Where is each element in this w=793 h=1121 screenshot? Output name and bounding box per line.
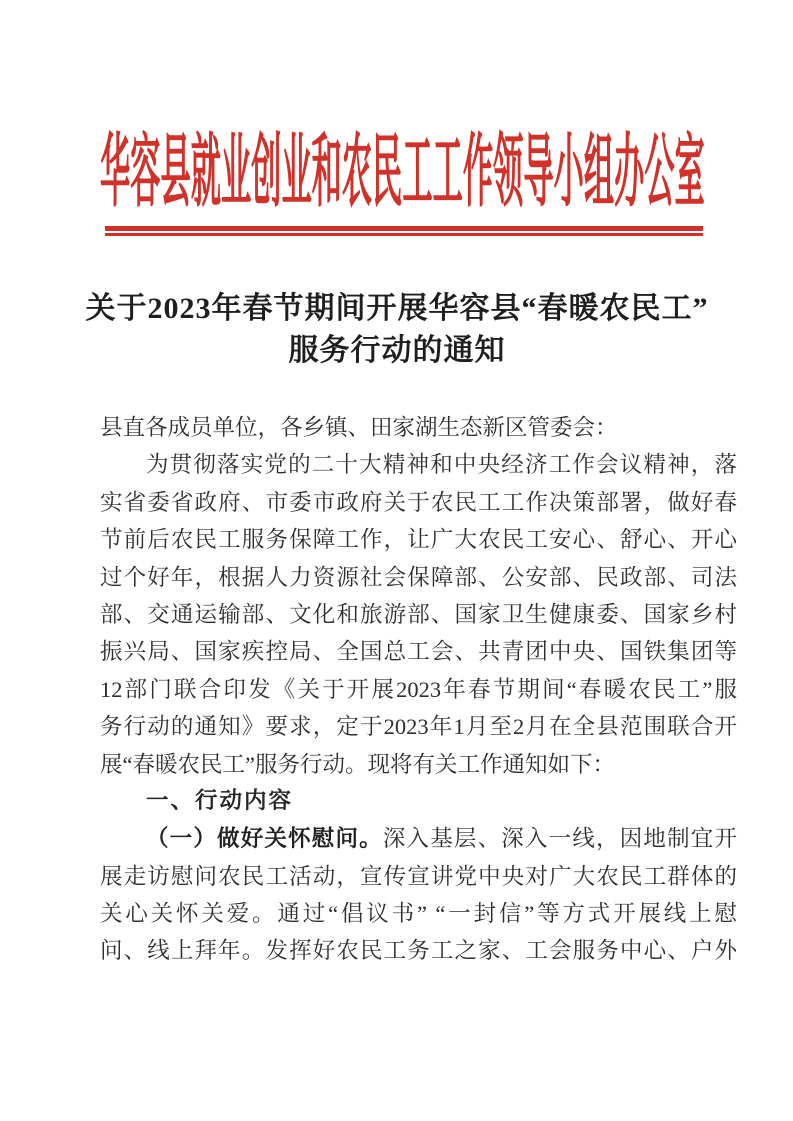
body-line: 展走访慰问农民工活动，宣传宣讲党中央对广大农民工群体的 xyxy=(100,863,737,889)
body-line xyxy=(100,820,737,857)
body-line: 为贯彻落实党的二十大精神和中央经济工作会议精神，落 xyxy=(146,452,737,478)
letterhead xyxy=(100,130,710,220)
body-line: 过个好年，根据人力资源社会保障部、公安部、民政部、司法 xyxy=(100,564,737,590)
document-title-line2: 服务行动的通知 xyxy=(288,334,506,367)
body-line-text: 深入基层、深入一线，因地制宜开 xyxy=(382,826,737,852)
body-line: 部、交通运输部、文化和旅游部、国家卫生健康委、国家乡村 xyxy=(100,601,737,627)
document-title xyxy=(52,288,742,372)
document-body xyxy=(100,409,737,970)
salutation-line: 县直各成员单位，各乡镇、田家湖生态新区管委会： xyxy=(100,415,618,440)
body-line: 关心关怀关爱。通过“倡议书” “一封信”等方式开展线上慰 xyxy=(100,901,737,927)
body-line: 12部门联合印发《关于开展2023年春节期间“春暖农民工”服 xyxy=(100,676,737,702)
letterhead-divider-rule xyxy=(105,226,703,236)
letterhead-agency-name: 华容县就业创业和农民工工作领导小组办公室 xyxy=(100,129,705,217)
body-line: 展“春暖农民工”服务行动。现将有关工作通知如下： xyxy=(100,751,615,777)
body-line: 务行动的通知》要求，定于2023年1月至2月在全县范围联合开 xyxy=(100,714,737,740)
subsection-lead-care-visits: （一）做好关怀慰问。 xyxy=(146,826,383,852)
body-line: 振兴局、国家疾控局、全国总工会、共青团中央、国铁集团等 xyxy=(100,639,737,665)
section-heading-action-content: 一、行动内容 xyxy=(146,787,294,814)
body-line: 节前后农民工服务保障工作，让广大农民工安心、舒心、开心 xyxy=(100,527,737,553)
body-line: 实省委省政府、市委市政府关于农民工工作决策部署，做好春 xyxy=(100,489,737,515)
body-line: 问、线上拜年。发挥好农民工务工之家、工会服务中心、户外 xyxy=(100,938,737,964)
document-title-line1: 关于2023年春节期间开展华容县“春暖农民工” xyxy=(85,292,709,325)
